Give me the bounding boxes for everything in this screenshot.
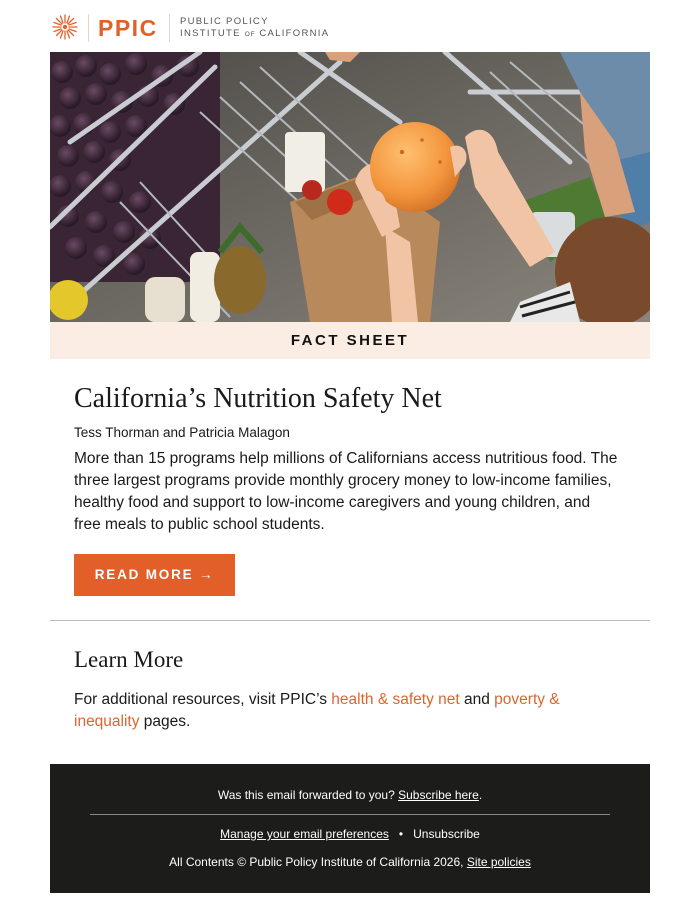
read-more-button[interactable]: READ MORE →	[74, 554, 235, 596]
institute-name	[180, 16, 329, 41]
ppic-sunburst-icon	[52, 14, 78, 40]
bullet-separator: •	[398, 827, 404, 841]
article-authors: Tess Thorman and Patricia Malagon	[74, 425, 290, 440]
institute-line-1: PUBLIC POLICY	[180, 16, 269, 27]
email-header	[50, 10, 650, 46]
unsubscribe-link[interactable]: Unsubscribe	[413, 827, 480, 841]
fact-sheet-badge: FACT SHEET	[50, 322, 650, 359]
learn-more-text: For additional resources, visit PPIC’s health & safety net and poverty & inequality pages.	[74, 691, 560, 730]
footer-divider	[90, 814, 610, 815]
logo-divider-2	[169, 14, 170, 42]
ppic-logo-text[interactable]: PPIC	[98, 15, 158, 41]
logo-divider	[88, 14, 89, 42]
hero-image[interactable]	[50, 52, 650, 322]
health-safety-net-link[interactable]: health & safety net	[331, 691, 460, 708]
manage-preferences-link[interactable]: Manage your email preferences	[220, 827, 389, 841]
article-title[interactable]: California’s Nutrition Safety Net	[74, 383, 442, 414]
institute-line-2: INSTITUTE OF CALIFORNIA	[180, 28, 330, 39]
poverty-inequality-link[interactable]: poverty & inequality	[74, 691, 560, 730]
preferences-row	[50, 827, 650, 841]
grocery-cart-illustration	[50, 52, 650, 322]
email-footer	[50, 764, 650, 893]
site-policies-link[interactable]: Site policies	[466, 855, 531, 869]
section-divider	[50, 620, 650, 621]
article-summary: More than 15 programs help millions of Californians access nutritious food. The three largest programs provide monthly grocery money to low-income families, healthy food and support to low-income caregivers and young children, and free meals to public school students.	[74, 450, 618, 533]
subscribe-link[interactable]: Subscribe here	[398, 788, 479, 802]
forward-notice: Was this email forwarded to you? Subscribe here.	[217, 788, 483, 802]
learn-more-heading: Learn More	[74, 647, 184, 672]
copyright-line: All Contents © Public Policy Institute of California 2026, Site policies	[169, 855, 531, 869]
